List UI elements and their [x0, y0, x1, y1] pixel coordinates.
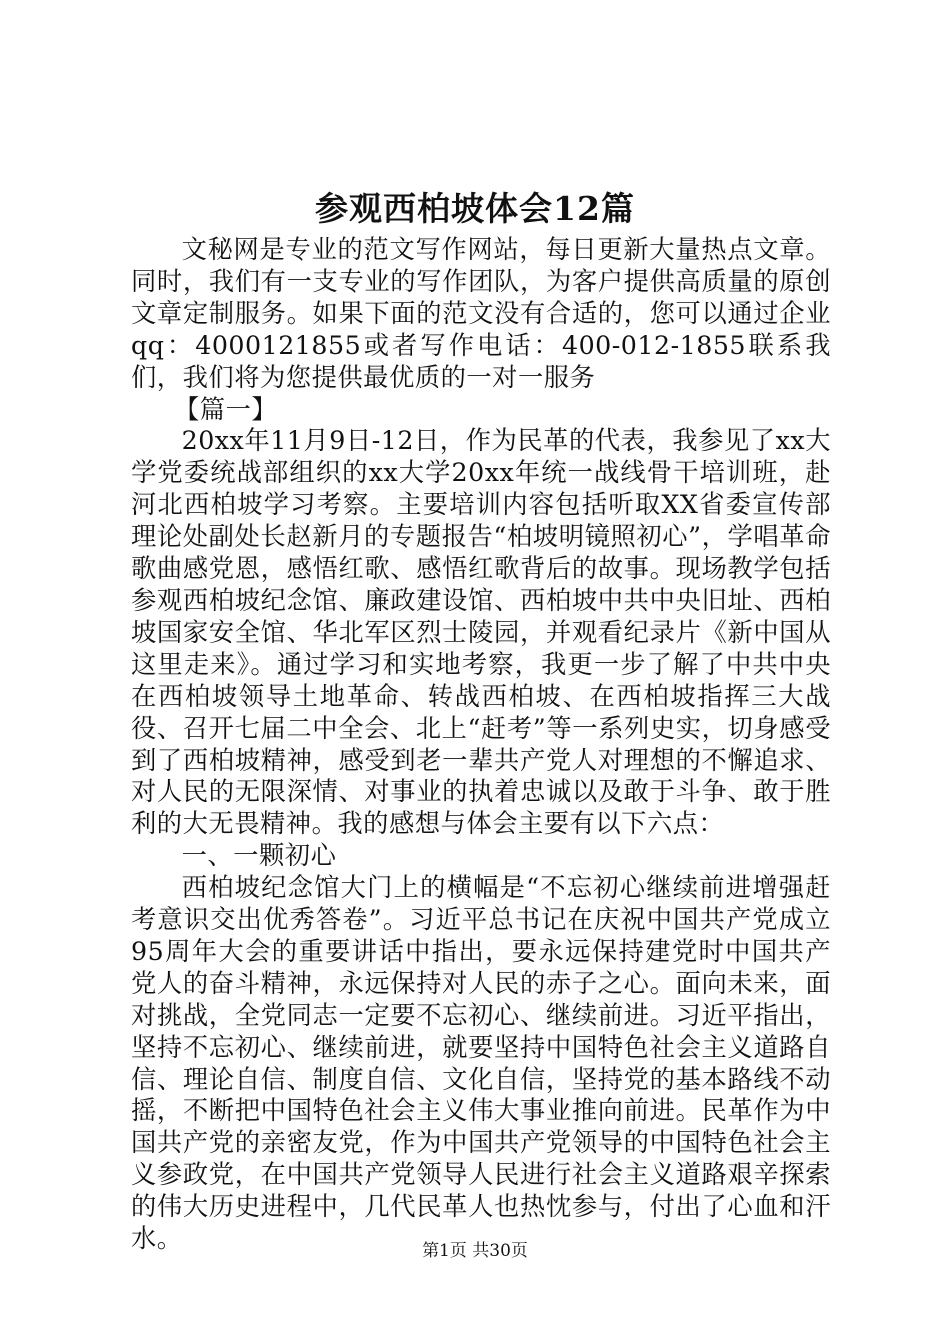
body-paragraph: 20xx年11月9日-12日，作为民革的代表，我参见了xx大学党委统战部组织的xx大学20xx年统一战线骨干培训班，赴河北西柏坡学习考察。主要培训内容包括听取XX省委宣传部理论处副处长赵新月的专题报告“柏坡明镜照初心”，学唱革命歌曲感党恩，感悟红歌、感悟红歌背后的故事。现场教学包括参观西柏坡纪念馆、廉政建设馆、西柏坡中共中央旧址、西柏坡国家安全馆、华北军区烈士陵园，并观看纪录片《新中国从这里走来》。通过学习和实地考察，我更一步了解了中共中央在西柏坡领导土地革命、转战西柏坡、在西柏坡指挥三大战役、召开七届二中全会、北上“赶考”等一系列史实，切身感受到了西柏坡精神，感受到老一辈共产党人对理想的不懈追求、对人民的无限深情、对事业的执着忠诚以及敢于斗争、敢于胜利的大无畏精神。我的感想与体会主要有以下六点：: [131, 426, 831, 839]
document-body: [131, 234, 831, 1255]
page-footer: 第1页 共30页: [422, 1241, 528, 1261]
section-label-part-one: 【篇一】: [174, 394, 278, 424]
document-title: 参观西柏坡体会12篇: [315, 189, 635, 228]
body-paragraph: 西柏坡纪念馆大门上的横幅是“不忘初心继续前进增强赶考意识交出优秀答卷”。习近平总书记在庆祝中国共产党成立95周年大会的重要讲话中指出，要永远保持建党时中国共产党人的奋斗精神，永远保持对人民的赤子之心。面向未来，面对挑战，全党同志一定要不忘初心、继续前进。习近平指出，坚持不忘初心、继续前进，就要坚持中国特色社会主义道路自信、理论自信、制度自信、文化自信，坚持党的基本路线不动摇，不断把中国特色社会主义伟大事业推向前进。民革作为中国共产党的亲密友党，作为中国共产党领导的中国特色社会主义参政党，在中国共产党领导人民进行社会主义道路艰辛探索的伟大历史进程中，几代民革人也热忱参与，付出了心血和汗水。: [131, 873, 831, 1254]
intro-paragraph: 文秘网是专业的范文写作网站，每日更新大量热点文章。同时，我们有一支专业的写作团队，为客户提供高质量的原创文章定制服务。如果下面的范文没有合适的，您可以通过企业qq：4000121855或者写作电话：400-012-1855联系我们，我们将为您提供最优质的一对一服务: [131, 235, 831, 392]
section-heading-first-heart: 一、一颗初心: [181, 841, 337, 871]
